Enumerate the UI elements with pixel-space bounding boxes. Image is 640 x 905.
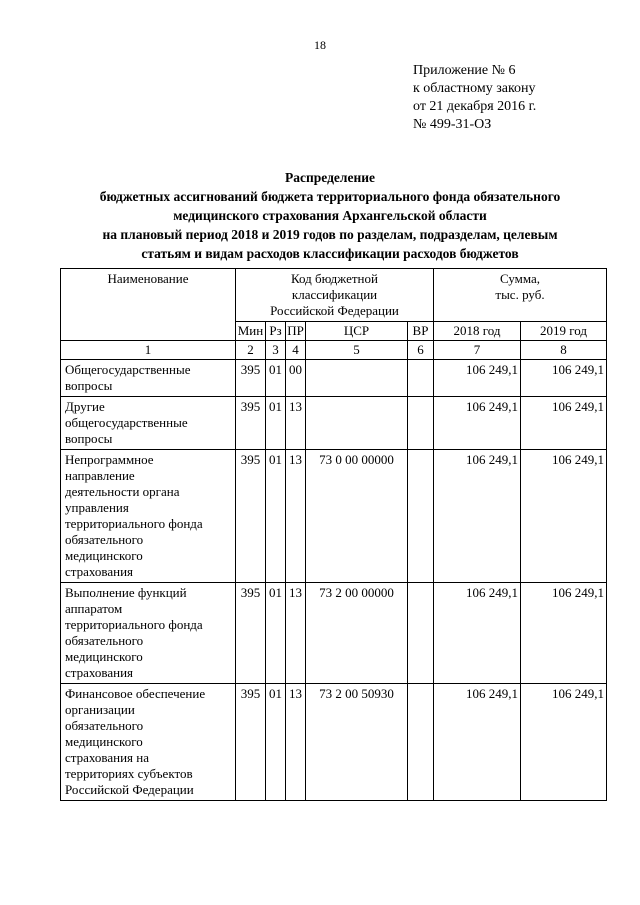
header-sum-line: тыс. руб. [495, 287, 545, 302]
row-name-line: Общегосударственные [65, 362, 191, 377]
row-name-line: Финансовое обеспечение [65, 686, 206, 701]
row-min: 395 [236, 583, 266, 684]
row-name-line: территориального фонда [65, 516, 203, 531]
row-y2019: 106 249,1 [521, 397, 607, 450]
row-y2018: 106 249,1 [434, 450, 521, 583]
row-name-line: обязательного [65, 532, 144, 547]
row-name-line: медицинского [65, 734, 143, 749]
header-vr: ВР [408, 322, 434, 341]
row-name-line: вопросы [65, 378, 113, 393]
header-rz: Рз [266, 322, 286, 341]
row-rz: 01 [266, 360, 286, 397]
column-number: 4 [286, 341, 306, 360]
row-y2019: 106 249,1 [521, 450, 607, 583]
row-name-line: медицинского [65, 649, 143, 664]
table-row [61, 360, 607, 397]
column-number: 7 [434, 341, 521, 360]
title-line: на плановый период 2018 и 2019 годов по разделам, подразделам, целевым [102, 227, 558, 242]
appendix-line: к областному закону [413, 81, 536, 96]
header-2018: 2018 год [434, 322, 521, 341]
row-name-line: медицинского [65, 548, 143, 563]
column-number: 3 [266, 341, 286, 360]
page-number: 18 [314, 38, 326, 52]
row-pr: 00 [286, 360, 306, 397]
row-vr [408, 583, 434, 684]
title-line: статьям и видам расходов классификации расходов бюджетов [141, 246, 519, 261]
row-name-line: направление [65, 468, 135, 483]
column-number: 1 [61, 341, 236, 360]
row-name [61, 583, 236, 684]
header-code-line: классификации [291, 287, 378, 302]
row-rz: 01 [266, 450, 286, 583]
header-code [236, 269, 434, 322]
table-row [61, 684, 607, 801]
row-name [61, 397, 236, 450]
title-line: медицинского страхования Архангельской области [173, 208, 487, 223]
row-y2018: 106 249,1 [434, 360, 521, 397]
row-csr: 73 2 00 00000 [306, 583, 408, 684]
row-name [61, 360, 236, 397]
header-sum-line: Сумма, [499, 271, 541, 286]
appendix-line: от 21 декабря 2016 г. [413, 99, 537, 114]
row-y2019: 106 249,1 [521, 583, 607, 684]
column-number: 5 [306, 341, 408, 360]
column-number: 8 [521, 341, 607, 360]
header-name: Наименование [61, 269, 236, 341]
row-csr [306, 397, 408, 450]
row-vr [408, 684, 434, 801]
row-name-line: организации [65, 702, 135, 717]
row-name-line: управления [65, 500, 129, 515]
header-sum [434, 269, 607, 322]
row-min: 395 [236, 684, 266, 801]
row-name [61, 450, 236, 583]
row-vr [408, 360, 434, 397]
row-y2019: 106 249,1 [521, 360, 607, 397]
row-name [61, 684, 236, 801]
row-name-line: Другие [65, 399, 105, 414]
appendix-line: № 499-31-ОЗ [413, 117, 492, 132]
row-name-line: Непрограммное [65, 452, 154, 467]
header-2019: 2019 год [521, 322, 607, 341]
row-vr [408, 397, 434, 450]
title-line: Распределение [284, 170, 376, 185]
table-row [61, 450, 607, 583]
row-csr: 73 2 00 50930 [306, 684, 408, 801]
row-name-line: страхования [65, 665, 134, 680]
document-title [60, 168, 600, 263]
row-name-line: вопросы [65, 431, 113, 446]
row-min: 395 [236, 360, 266, 397]
row-y2019: 106 249,1 [521, 684, 607, 801]
header-csr: ЦСР [306, 322, 408, 341]
row-y2018: 106 249,1 [434, 684, 521, 801]
row-name-line: территориального фонда [65, 617, 203, 632]
row-name-line: аппаратом [65, 601, 123, 616]
row-rz: 01 [266, 684, 286, 801]
header-code-line: Код бюджетной [291, 271, 378, 286]
row-rz: 01 [266, 583, 286, 684]
row-rz: 01 [266, 397, 286, 450]
row-name-line: деятельности органа [65, 484, 180, 499]
appendix-line: Приложение № 6 [413, 63, 516, 78]
row-name-line: Российской Федерации [65, 782, 194, 797]
row-name-line: обязательного [65, 633, 144, 648]
row-min: 395 [236, 450, 266, 583]
row-pr: 13 [286, 583, 306, 684]
header-min: Мин [236, 322, 266, 341]
row-name-line: обязательного [65, 718, 144, 733]
appendix-block [413, 62, 536, 134]
table-row [61, 583, 607, 684]
header-row [61, 269, 607, 322]
table-row [61, 397, 607, 450]
row-y2018: 106 249,1 [434, 583, 521, 684]
row-vr [408, 450, 434, 583]
row-name-line: страхования [65, 564, 134, 579]
numbering-row [61, 341, 607, 360]
header-code-line: Российской Федерации [270, 303, 399, 318]
header-pr: ПР [286, 322, 306, 341]
budget-rows [61, 360, 607, 801]
row-name-line: страхования на [65, 750, 149, 765]
row-name-line: Выполнение функций [65, 585, 187, 600]
row-pr: 13 [286, 684, 306, 801]
row-csr [306, 360, 408, 397]
row-min: 395 [236, 397, 266, 450]
row-csr: 73 0 00 00000 [306, 450, 408, 583]
column-number: 6 [408, 341, 434, 360]
row-name-line: общегосударственные [65, 415, 188, 430]
column-number: 2 [236, 341, 266, 360]
row-name-line: территориях субъектов [65, 766, 193, 781]
budget-table [60, 268, 607, 801]
row-pr: 13 [286, 450, 306, 583]
row-pr: 13 [286, 397, 306, 450]
row-y2018: 106 249,1 [434, 397, 521, 450]
title-line: бюджетных ассигнований бюджета территориального фонда обязательного [99, 189, 561, 204]
